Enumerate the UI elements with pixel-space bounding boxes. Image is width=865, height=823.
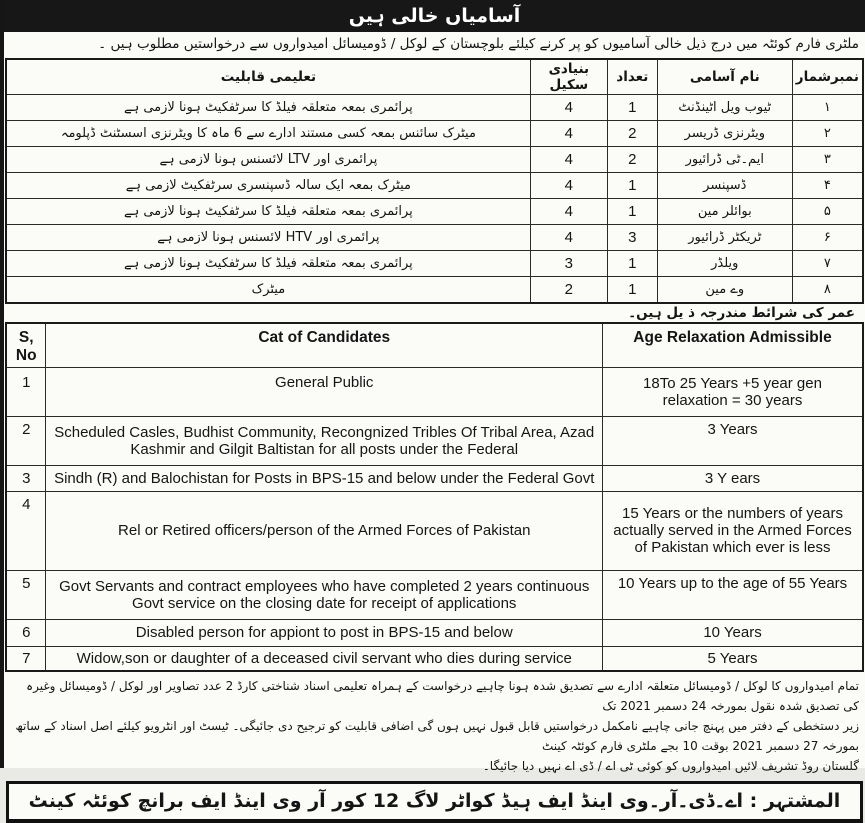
serial-cell: ۲ (792, 121, 863, 147)
age-row (6, 465, 863, 491)
category-cell: Rel or Retired officers/person of the Armed Forces of Pakistan (46, 491, 603, 570)
count-cell: 1 (607, 95, 657, 121)
count-cell: 2 (607, 121, 657, 147)
post-row (6, 121, 863, 147)
title-bar (4, 0, 865, 32)
note-line: زیر دستخطی کے دفتر میں پہنچ جانی چاہیے نامکمل درخواستیں قابل قبول نہیں ہوں گی اضافی قابلیت کو ترجیح دی جائیگی۔ ٹیسٹ اور انٹرویو کیلئے اصل اسناد کے ساتھ بمورخہ 27 دسمبر 2021 بوقت 10 بجے ملٹری فارم کوئٹہ کینٹ (15, 719, 859, 753)
scale-cell: 4 (530, 173, 607, 199)
footer-box (6, 781, 863, 823)
post-name-cell: ایم۔ٹی ڈرائیور (657, 147, 792, 173)
s-no-cell: 2 (6, 416, 46, 465)
count-cell: 1 (607, 173, 657, 199)
post-name-cell: ویلڈر (657, 251, 792, 277)
relaxation-cell: 10 Years up to the age of 55 Years (603, 570, 863, 619)
count-cell: 1 (607, 251, 657, 277)
post-name-cell: وے مین (657, 277, 792, 303)
s-no-cell: 5 (6, 570, 46, 619)
qualification-cell: پرائمری بمعہ متعلقہ فیلڈ کا سرٹفکیٹ ہونا لازمی ہے (6, 199, 530, 225)
post-row (6, 277, 863, 303)
serial-cell: ۶ (792, 225, 863, 251)
qualification-cell: پرائمری بمعہ متعلقہ فیلڈ کا سرٹفکیٹ ہونا لازمی ہے (6, 95, 530, 121)
age-conditions-heading: عمر کی شرائط مندرجہ ذ یل ہیں۔ (628, 304, 855, 321)
s-no-cell: 7 (6, 646, 46, 671)
post-name-cell: ڈسپنسر (657, 173, 792, 199)
qualification-cell: پرائمری بمعہ متعلقہ فیلڈ کا سرٹفکیٹ ہونا لازمی ہے (6, 251, 530, 277)
qualification-cell: میٹرک بمعہ ایک سالہ ڈسپنسری سرٹفکیٹ لازمی ہے (6, 173, 530, 199)
category-cell: General Public (46, 367, 603, 416)
age-table-header-row (6, 323, 863, 368)
qualification-cell: میٹرک سائنس بمعہ کسی مستند ادارے سے 6 ماہ کا ویٹرنزی اسسٹنٹ ڈپلومہ (6, 121, 530, 147)
post-row (6, 147, 863, 173)
post-name-cell: ویٹرنزی ڈریسر (657, 121, 792, 147)
qualification-cell: پرائمری اور HTV لائسنس ہونا لازمی ہے (6, 225, 530, 251)
serial-cell: ۷ (792, 251, 863, 277)
closing-note (4, 672, 865, 778)
post-name-cell: ٹریکٹر ڈرائیور (657, 225, 792, 251)
post-row (6, 95, 863, 121)
count-cell: 1 (607, 199, 657, 225)
count-cell: 3 (607, 225, 657, 251)
age-row (6, 646, 863, 671)
header-relaxation: Age Relaxation Admissible (603, 323, 863, 368)
header-scale: بنیادی سکیل (530, 59, 607, 95)
note-line: تمام امیدواروں کا لوکل / ڈومیسائل متعلقہ ادارے سے تصدیق شدہ ہونا چاہیے درخواست کے ہمراہ تعلیمی اسناد شناختی کارڈ 2 عدد تصاویر اور لوکل / ڈومیسائل وغیرہ کی تصدیق شدہ نقول بمورخہ 24 دسمبر 2021 تک (26, 679, 859, 713)
s-no-cell: 4 (6, 491, 46, 570)
serial-cell: ۳ (792, 147, 863, 173)
scale-cell: 3 (530, 251, 607, 277)
relaxation-cell: 3 Y ears (603, 465, 863, 491)
note-line: گلستان روڈ تشریف لائیں امیدواروں کو کوئی ٹی اے / ڈی اے نہیں دیا جائیگا۔ (482, 759, 859, 773)
category-cell: Scheduled Casles, Budhist Community, Recongnized Tribles Of Tribal Area, Azad Kashmir and Gilgit Baltistan for all posts under the Federal (46, 416, 603, 465)
age-relaxation-table (5, 322, 864, 673)
post-name-cell: ٹیوب ویل اٹینڈنٹ (657, 95, 792, 121)
s-no-cell: 1 (6, 367, 46, 416)
scale-cell: 4 (530, 121, 607, 147)
header-count: تعداد (607, 59, 657, 95)
relaxation-cell: 15 Years or the numbers of years actually served in the Armed Forces of Pakistan which ever is less (603, 491, 863, 570)
qualification-cell: پرائمری اور LTV لائسنس ہونا لازمی ہے (6, 147, 530, 173)
relaxation-cell: 10 Years (603, 619, 863, 646)
relaxation-cell: 3 Years (603, 416, 863, 465)
serial-cell: ۴ (792, 173, 863, 199)
s-no-cell: 3 (6, 465, 46, 491)
post-row (6, 251, 863, 277)
count-cell: 1 (607, 277, 657, 303)
scale-cell: 4 (530, 199, 607, 225)
relaxation-cell: 18To 25 Years +5 year gen relaxation = 30 years (603, 367, 863, 416)
age-row (6, 491, 863, 570)
serial-cell: ۱ (792, 95, 863, 121)
serial-cell: ۸ (792, 277, 863, 303)
s-no-cell: 6 (6, 619, 46, 646)
category-cell: Govt Servants and contract employees who have completed 2 years continuous Govt service on the closing date for receipt of applications (46, 570, 603, 619)
qualification-cell: میٹرک (6, 277, 530, 303)
posts-table (5, 58, 864, 304)
header-s-no: S, No (6, 323, 46, 368)
header-post-name: نام آسامی (657, 59, 792, 95)
post-name-cell: بوائلر مین (657, 199, 792, 225)
post-row (6, 199, 863, 225)
posts-table-header-row (6, 59, 863, 95)
category-cell: Disabled person for appiont to post in BPS-15 and below (46, 619, 603, 646)
category-cell: Widow,son or daughter of a deceased civil servant who dies during service (46, 646, 603, 671)
header-serial: نمبرشمار (792, 59, 863, 95)
post-row (6, 225, 863, 251)
scale-cell: 4 (530, 95, 607, 121)
age-row (6, 570, 863, 619)
age-row (6, 367, 863, 416)
intro-text: ملٹری فارم کوئٹہ میں درج ذیل خالی آسامیوں کو پر کرنے کیلئے بلوچستان کے لوکل / ڈومیسائل امیدواروں سے درخواستیں مطلوب ہیں ۔ (98, 36, 859, 52)
advertiser-text: المشتہر : اے۔ڈی۔آر۔وی اینڈ ایف ہیڈ کواٹر لاگ 12 کور آر وی اینڈ ایف برانچ کوئٹہ کینٹ (28, 790, 841, 812)
age-row (6, 416, 863, 465)
count-cell: 2 (607, 147, 657, 173)
relaxation-cell: 5 Years (603, 646, 863, 671)
serial-cell: ۵ (792, 199, 863, 225)
header-category: Cat of Candidates (46, 323, 603, 368)
post-row (6, 173, 863, 199)
page-title: آسامیاں خالی ہیں (348, 5, 521, 27)
scale-cell: 2 (530, 277, 607, 303)
age-row (6, 619, 863, 646)
scale-cell: 4 (530, 147, 607, 173)
category-cell: Sindh (R) and Balochistan for Posts in BPS-15 and below under the Federal Govt (46, 465, 603, 491)
scale-cell: 4 (530, 225, 607, 251)
header-qualification: تعلیمی قابلیت (6, 59, 530, 95)
